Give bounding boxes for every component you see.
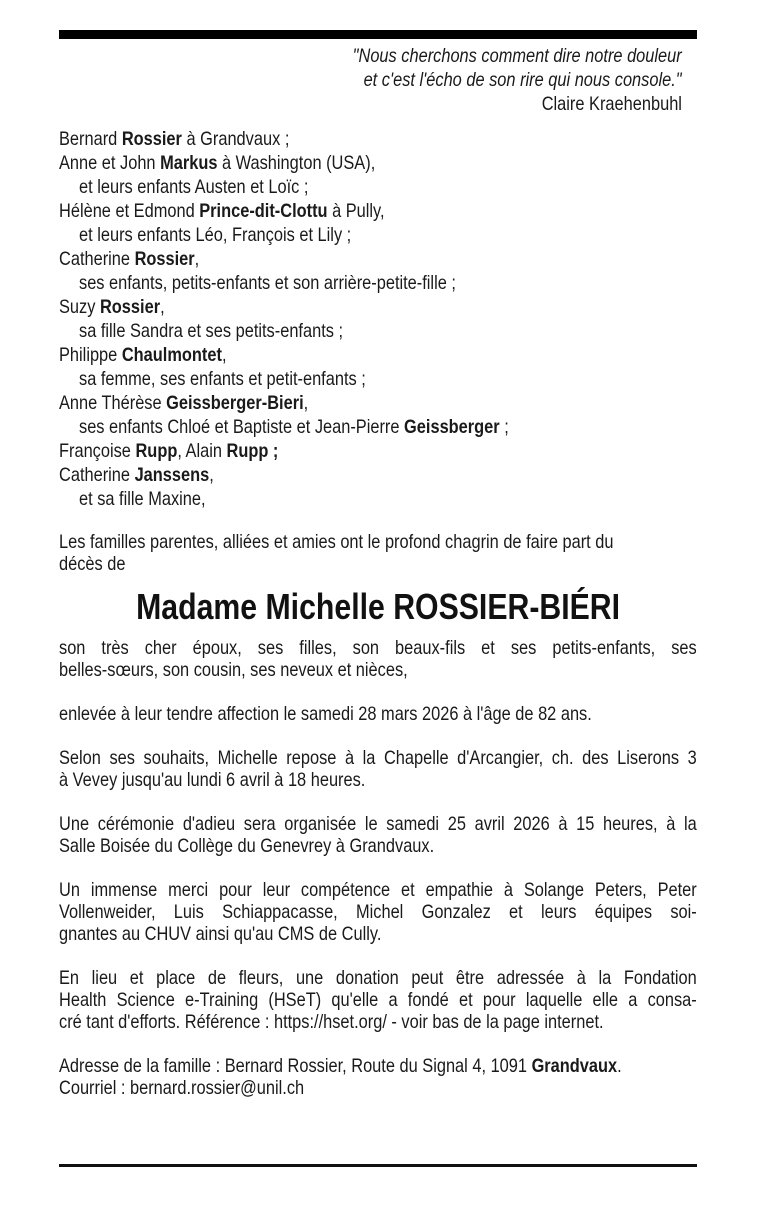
- email-label: Courriel :: [59, 1077, 131, 1099]
- donation-line-3: cré tant d'efforts. Référence : https://hset.org/ - voir bas de la page internet.: [59, 1011, 604, 1033]
- family-line-text: [59, 295, 165, 319]
- family-surname: Rossier: [134, 248, 195, 270]
- obituary-notice: [59, 30, 697, 1099]
- family-given-names: et leurs enfants Austen et Loïc ;: [79, 176, 309, 198]
- family-line: [59, 295, 697, 319]
- family-given-names: ses enfants, petits-enfants et son arrière-petite-fille ;: [79, 272, 456, 294]
- quote-line-1: "Nous cherchons comment dire notre douleur: [352, 45, 682, 67]
- family-surname: Rupp ;: [226, 440, 279, 462]
- family-address: [59, 1055, 622, 1077]
- thanks-line-2: Vollenweider, Luis Schiappacasse, Michel Gonzalez et leurs équipes soi-: [59, 901, 697, 923]
- deceased-name: [59, 587, 697, 627]
- announcement: [59, 531, 697, 575]
- address-end: .: [617, 1055, 622, 1077]
- donation-line-2: Health Science e-Training (HSeT) qu'elle a fondé et pour laquelle elle a consa-: [59, 989, 697, 1011]
- family-location: à Washington (USA),: [217, 152, 376, 174]
- family-line: [59, 463, 697, 487]
- family-line: [59, 319, 697, 343]
- family-given-names: sa fille Sandra et ses petits-enfants ;: [79, 320, 344, 342]
- family-line-text: [79, 175, 308, 199]
- address-town: Grandvaux: [531, 1055, 618, 1077]
- family-line: [59, 367, 697, 391]
- family-line: [59, 391, 697, 415]
- family-line-text: [59, 439, 278, 463]
- email-line: [59, 1077, 304, 1099]
- family-line-text: [79, 319, 343, 343]
- family-given-names: Anne et John: [59, 152, 161, 174]
- thanks-line-1: Un immense merci pour leur compétence et empathie à Solange Peters, Peter: [59, 879, 697, 901]
- family-line-text: [59, 391, 308, 415]
- thanks-line-3: gnantes au CHUV ainsi qu'au CMS de Cully.: [59, 923, 382, 945]
- family-line: [59, 127, 697, 151]
- family-surname: Geissberger-Bieri: [166, 392, 304, 414]
- family-line-text: [79, 367, 366, 391]
- family-surname: Janssens: [134, 464, 210, 486]
- family-line: [59, 247, 697, 271]
- mourners-paragraph: [59, 637, 697, 681]
- family-line-text: [59, 343, 227, 367]
- family-line: [59, 175, 697, 199]
- rest-paragraph: [59, 747, 697, 791]
- family-given-names: Hélène et Edmond: [59, 200, 200, 222]
- address-text: Adresse de la famille : Bernard Rossier, Route du Signal 4, 1091: [59, 1055, 532, 1077]
- family-given-names: Philippe: [59, 344, 122, 366]
- bottom-rule: [59, 1164, 697, 1167]
- mourners-line-2: belles-sœurs, son cousin, ses neveux et nièces,: [59, 659, 408, 681]
- family-location: , Alain: [177, 440, 227, 462]
- family-location: ,: [303, 392, 309, 414]
- mourners-line-1: son très cher époux, ses filles, son beaux-fils et ses petits-enfants, ses: [59, 637, 697, 659]
- family-location: ,: [160, 296, 165, 318]
- family-given-names: Anne Thérèse: [59, 392, 167, 414]
- top-rule: [59, 30, 697, 39]
- family-list: [59, 127, 697, 511]
- family-line: [59, 487, 697, 511]
- family-location: à Pully,: [327, 200, 385, 222]
- donation-paragraph: [59, 967, 697, 1033]
- ceremony-line-1: Une cérémonie d'adieu sera organisée le samedi 25 avril 2026 à 15 heures, à la: [59, 813, 697, 835]
- family-line: [59, 415, 697, 439]
- family-line: [59, 439, 697, 463]
- family-location: à Grandvaux ;: [181, 128, 290, 150]
- contact-paragraph: [59, 1055, 697, 1099]
- family-surname: Chaulmontet: [121, 344, 222, 366]
- family-surname: Rupp: [135, 440, 178, 462]
- family-line-text: [79, 223, 351, 247]
- death-line: enlevée à leur tendre affection le samedi 28 mars 2026 à l'âge de 82 ans.: [59, 703, 592, 725]
- family-surname: Markus: [160, 152, 218, 174]
- death-paragraph: [59, 703, 697, 725]
- family-line-text: [79, 415, 509, 439]
- family-location: ;: [499, 416, 509, 438]
- thanks-paragraph: [59, 879, 697, 945]
- epigraph-quote: [59, 39, 697, 123]
- family-line-text: [59, 463, 214, 487]
- family-line: [59, 223, 697, 247]
- family-given-names: Bernard: [59, 128, 122, 150]
- ceremony-paragraph: [59, 813, 697, 857]
- family-location: ,: [194, 248, 200, 270]
- donation-line-1: En lieu et place de fleurs, une donation peut être adressée à la Fondation: [59, 967, 697, 989]
- family-line: [59, 151, 697, 175]
- ceremony-line-2: Salle Boisée du Collège du Genevrey à Grandvaux.: [59, 835, 435, 857]
- family-line: [59, 199, 697, 223]
- family-given-names: et leurs enfants Léo, François et Lily ;: [79, 224, 352, 246]
- deceased-name-text: Madame Michelle ROSSIER-BIÉRI: [136, 586, 620, 627]
- quote-line-2: et c'est l'écho de son rire qui nous console.": [363, 69, 682, 91]
- rest-line-2: à Vevey jusqu'au lundi 6 avril à 18 heures.: [59, 769, 366, 791]
- family-given-names: et sa fille Maxine,: [79, 488, 206, 510]
- family-line-text: [59, 151, 375, 175]
- family-given-names: Catherine: [59, 464, 135, 486]
- family-location: ,: [209, 464, 214, 486]
- family-surname: Geissberger: [404, 416, 500, 438]
- family-given-names: Catherine: [59, 248, 135, 270]
- family-line-text: [79, 271, 456, 295]
- family-line-text: [59, 199, 385, 223]
- family-given-names: Françoise: [59, 440, 136, 462]
- family-given-names: sa femme, ses enfants et petit-enfants ;: [79, 368, 366, 390]
- family-line: [59, 271, 697, 295]
- family-line-text: [59, 247, 199, 271]
- announcement-line-2: décès de: [59, 553, 126, 575]
- announcement-line-1: Les familles parentes, alliées et amies ont le profond chagrin de faire part du: [59, 531, 614, 553]
- family-surname: Rossier: [99, 296, 161, 318]
- email-address[interactable]: bernard.rossier@unil.ch: [130, 1077, 305, 1099]
- family-given-names: Suzy: [59, 296, 100, 318]
- family-line: [59, 343, 697, 367]
- family-location: ,: [221, 344, 227, 366]
- family-surname: Rossier: [121, 128, 182, 150]
- family-surname: Prince-dit-Clottu: [199, 200, 328, 222]
- family-line-text: [79, 487, 206, 511]
- quote-author: Claire Kraehenbuhl: [541, 93, 682, 115]
- family-line-text: [59, 127, 289, 151]
- rest-line-1: Selon ses souhaits, Michelle repose à la Chapelle d'Arcangier, ch. des Liserons 3: [59, 747, 697, 769]
- family-given-names: ses enfants Chloé et Baptiste et Jean-Pierre: [79, 416, 405, 438]
